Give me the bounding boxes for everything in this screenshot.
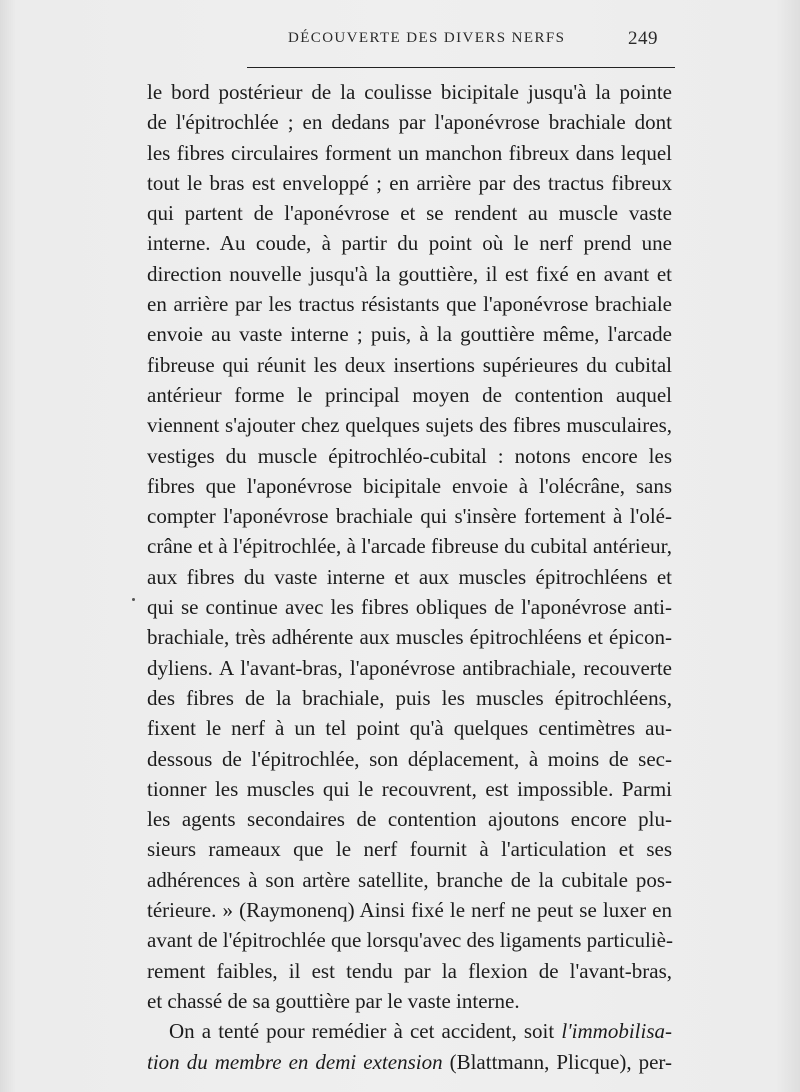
- text-line: adhérences à son artère satellite, branche de la cubitale pos-: [147, 867, 672, 892]
- text-line: les fibres circulaires forment un manchon fibreux dans lequel: [147, 140, 672, 165]
- text-line: des fibres de la brachiale, puis les muscles épitrochléens,: [147, 685, 672, 710]
- text-line: vestiges du muscle épitrochléo-cubital : notons encore les: [147, 443, 672, 468]
- text-line: envoie au vaste interne ; puis, à la gouttière même, l'arcade: [147, 322, 672, 347]
- text-line: tionner les muscles qui le recouvrent, est impossible. Parmi: [147, 776, 672, 801]
- text-line: dessous de l'épitrochlée, son déplacement, à moins de sec-: [147, 746, 672, 771]
- text-line: dyliens. A l'avant-bras, l'aponévrose antibrachiale, recouverte: [147, 655, 672, 680]
- margin-speck: [132, 598, 135, 601]
- text-line: fibres que l'aponévrose bicipitale envoie à l'olécrâne, sans: [147, 473, 672, 498]
- text-line: compter l'aponévrose brachiale qui s'insère fortement à l'olé-: [147, 504, 672, 529]
- text-line: sieurs rameaux que le nerf fournit à l'articulation et ses: [147, 837, 672, 862]
- text-line: en arrière par les tractus résistants que l'aponévrose brachiale: [147, 292, 672, 317]
- text-line: de l'épitrochlée ; en dedans par l'aponévrose brachiale dont: [147, 110, 672, 135]
- text-line: viennent s'ajouter chez quelques sujets des fibres musculaires,: [147, 413, 672, 438]
- text-line: aux fibres du vaste interne et aux muscles épitrochléens et: [147, 564, 672, 589]
- text-line: direction nouvelle jusqu'à la gouttière, il est fixé en avant et: [147, 261, 672, 286]
- text-line: qui se continue avec les fibres obliques de l'aponévrose anti-: [147, 595, 672, 620]
- paragraph-2-line-2-end: (Blattmann, Plicque), per-: [442, 1049, 672, 1074]
- text-line: qui partent de l'aponévrose et se rendent au muscle vaste: [147, 201, 672, 226]
- paragraph-2-line-1: [147, 1016, 672, 1046]
- paragraph-2-line-1-start: On a tenté pour remédier à cet accident, soit: [169, 1019, 562, 1044]
- body-text: [147, 77, 672, 1077]
- paragraph-2-line-2: [147, 1047, 672, 1077]
- paragraph-2-line-2-italic: tion du membre en demi extension: [147, 1049, 443, 1074]
- text-line: rement faibles, il est tendu par la flexion de l'avant-bras,: [147, 958, 672, 983]
- text-line: crâne et à l'épitrochlée, à l'arcade fibreuse du cubital antérieur,: [147, 534, 672, 559]
- text-line: et chassé de sa gouttière par le vaste interne.: [147, 988, 520, 1013]
- text-line: tout le bras est enveloppé ; en arrière par des tractus fibreux: [147, 170, 672, 195]
- text-line: fibreuse qui réunit les deux insertions supérieures du cubital: [147, 352, 672, 377]
- text-line: brachiale, très adhérente aux muscles épitrochléens et épicon-: [147, 625, 672, 650]
- text-line: le bord postérieur de la coulisse bicipitale jusqu'à la pointe: [147, 80, 672, 104]
- text-line: avant de l'épitrochlée que lorsqu'avec des ligaments particuliè-: [147, 928, 673, 953]
- page-number: 249: [628, 28, 658, 49]
- running-head: DÉCOUVERTE DES DIVERS NERFS: [288, 30, 566, 46]
- text-line: fixent le nerf à un tel point qu'à quelques centimètres au-: [147, 716, 672, 741]
- text-line: les agents secondaires de contention ajoutons encore plu-: [147, 807, 672, 832]
- text-line: interne. Au coude, à partir du point où le nerf prend une: [147, 231, 672, 256]
- text-line: antérieur forme le principal moyen de contention auquel: [147, 382, 672, 407]
- paragraph-2-line-1-italic: l'immobilisa-: [561, 1019, 672, 1044]
- header-rule: [247, 67, 675, 68]
- text-line: térieure. » (Raymonenq) Ainsi fixé le nerf ne peut se luxer en: [147, 898, 672, 923]
